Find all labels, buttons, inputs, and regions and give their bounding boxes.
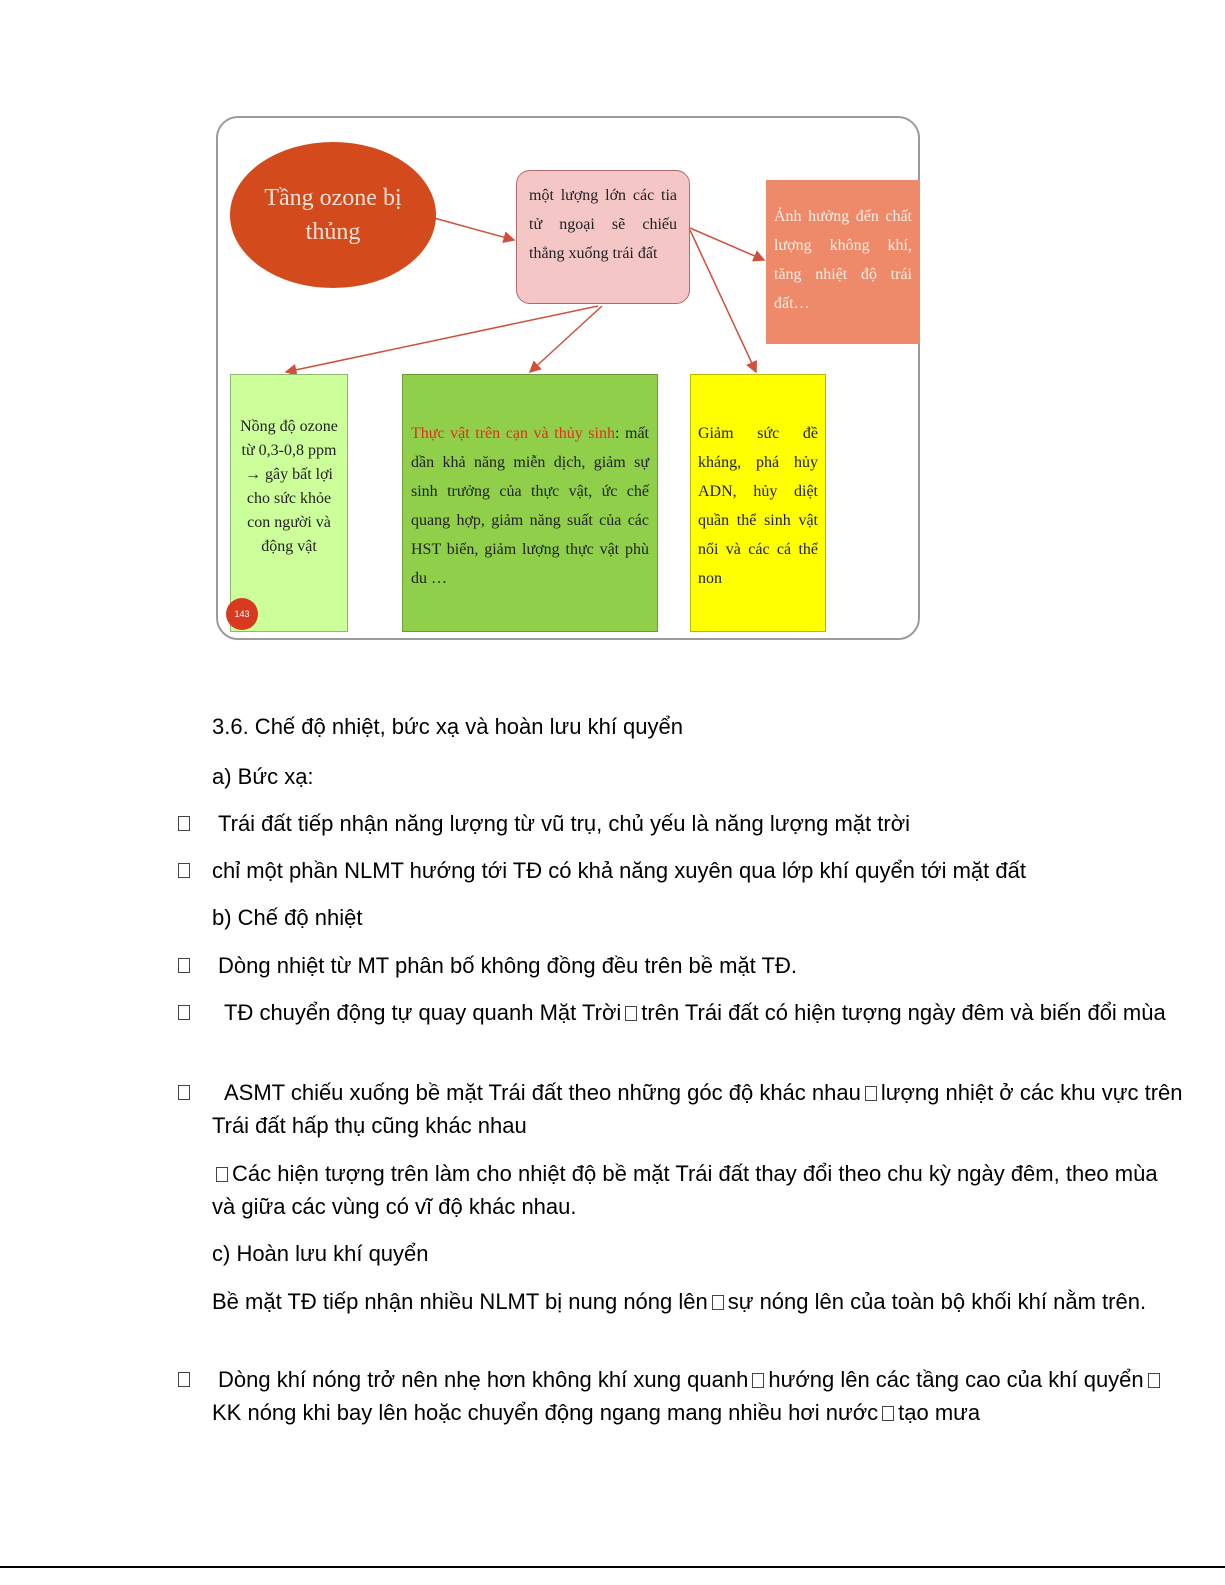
bullet-hot-air-part2: hướng lên các tầng cao của khí quyển	[768, 1367, 1144, 1392]
bullet-box-icon	[178, 1085, 190, 1100]
page-bottom-rule	[0, 1566, 1225, 1568]
bullet-rotation-part2: trên Trái đất có hiện tượng ngày đêm và biến đổi mùa	[641, 1000, 1166, 1025]
ozone-hole-label: Tầng ozone bị thủng	[264, 185, 402, 245]
ozone-concentration-box: Nồng độ ozone từ 0,3-0,8 ppm → gây bất lợi cho sức khỏe con người và động vật	[230, 374, 348, 632]
bullet-hot-air-part4: tạo mưa	[898, 1400, 981, 1425]
bullet-box-icon	[178, 1005, 190, 1020]
bullet-box-icon	[178, 816, 190, 831]
bullet-nlmt-text: chỉ một phần NLMT hướng tới TĐ có khả năng xuyên qua lớp khí quyển tới mặt đất	[212, 858, 1026, 883]
heading-c-circulation: c) Hoàn lưu khí quyển	[212, 1241, 429, 1266]
arrow-central-to-dna	[690, 230, 756, 372]
bullet-hot-air-text	[212, 1363, 1183, 1429]
bullet-box-icon	[178, 1372, 190, 1387]
plants-effect-box	[402, 374, 658, 632]
bullet-sunlight-angle	[178, 1076, 1183, 1142]
conclusion-text: Các hiện tượng trên làm cho nhiệt độ bề mặt Trái đất thay đổi theo chu kỳ ngày đêm, theo mùa và giữa các vùng có vĩ độ khác nhau.	[212, 1161, 1158, 1219]
bullet-hot-air	[178, 1363, 1183, 1429]
bullet-rotation-part1: TĐ chuyển động tự quay quanh Mặt Trời	[224, 1000, 622, 1025]
arrow-box-icon	[865, 1086, 877, 1101]
bullet-nlmt	[178, 854, 1183, 887]
circulation-paragraph	[212, 1285, 1182, 1318]
arrow-box-icon	[712, 1295, 724, 1310]
arrow-box-icon	[625, 1006, 637, 1021]
bullet-sunlight-part1: ASMT chiếu xuống bề mặt Trái đất theo những góc độ khác nhau	[224, 1080, 861, 1105]
heading-a-radiation: a) Bức xạ:	[212, 764, 314, 789]
ozone-hole-ellipse	[230, 142, 436, 288]
bullet-energy	[178, 807, 1183, 840]
bullet-hot-air-part3: KK nóng khi bay lên hoặc chuyển động ngang mang nhiều hơi nước	[212, 1400, 879, 1425]
plants-colon: :	[614, 425, 620, 442]
conclusion-paragraph	[212, 1157, 1182, 1223]
arrow-box-icon	[216, 1167, 228, 1182]
bullet-sunlight-part2: lượng nhiệt ở các khu vực trên Trái đất hấp thụ cũng khác nhau	[212, 1080, 1183, 1138]
bullet-rotation	[178, 996, 1183, 1029]
arrow-central-to-ozone	[286, 306, 598, 372]
heading-b-heat: b) Chế độ nhiệt	[212, 905, 363, 930]
uv-radiation-box: một lượng lớn các tia tử ngoại sẽ chiếu thẳng xuống trái đất	[516, 170, 690, 304]
bullet-hot-air-part1: Dòng khí nóng trở nên nhẹ hơn không khí xung quanh	[218, 1367, 749, 1392]
plants-body: mất dần khả năng miễn dịch, giảm sự sinh trưởng của thực vật, ức chế quang hợp, giảm năng suất của các HST biển, giảm lượng thực vật phù du …	[411, 425, 649, 587]
arrow-box-icon	[752, 1373, 764, 1388]
bullet-box-icon	[178, 958, 190, 973]
bullet-rotation-text	[212, 996, 1183, 1029]
ozone-diagram	[216, 116, 920, 640]
plants-title: Thực vật trên cạn và thủy sinh	[411, 425, 615, 442]
circulation-part2: sự nóng lên của toàn bộ khối khí nằm trên.	[727, 1289, 1147, 1314]
bullet-heat-flow-text: Dòng nhiệt từ MT phân bố không đồng đều trên bề mặt TĐ.	[218, 953, 797, 978]
arrow-box-icon	[882, 1406, 894, 1421]
circulation-part1: Bề mặt TĐ tiếp nhận nhiều NLMT bị nung nóng lên	[212, 1289, 708, 1314]
arrow-box-icon	[1148, 1373, 1160, 1388]
bullet-box-icon	[178, 863, 190, 878]
arrow-ellipse-to-central	[434, 218, 514, 240]
arrow-central-to-plants	[530, 306, 602, 372]
air-quality-effect-box: Ảnh hưởng đến chất lượng không khí, tăng nhiệt độ trái đất…	[766, 180, 920, 344]
heading-3-6: 3.6. Chế độ nhiệt, bức xạ và hoàn lưu khí quyển	[212, 714, 683, 739]
bullet-energy-text: Trái đất tiếp nhận năng lượng từ vũ trụ, chủ yếu là năng lượng mặt trời	[218, 811, 911, 836]
bullet-heat-flow	[178, 949, 1183, 982]
dna-effect-box: Giảm sức đề kháng, phá hủy ADN, hủy diệt quần thể sinh vật nổi và các cá thể non	[690, 374, 826, 632]
slide-page-badge: 143	[226, 598, 258, 630]
bullet-sunlight-text	[212, 1076, 1183, 1142]
